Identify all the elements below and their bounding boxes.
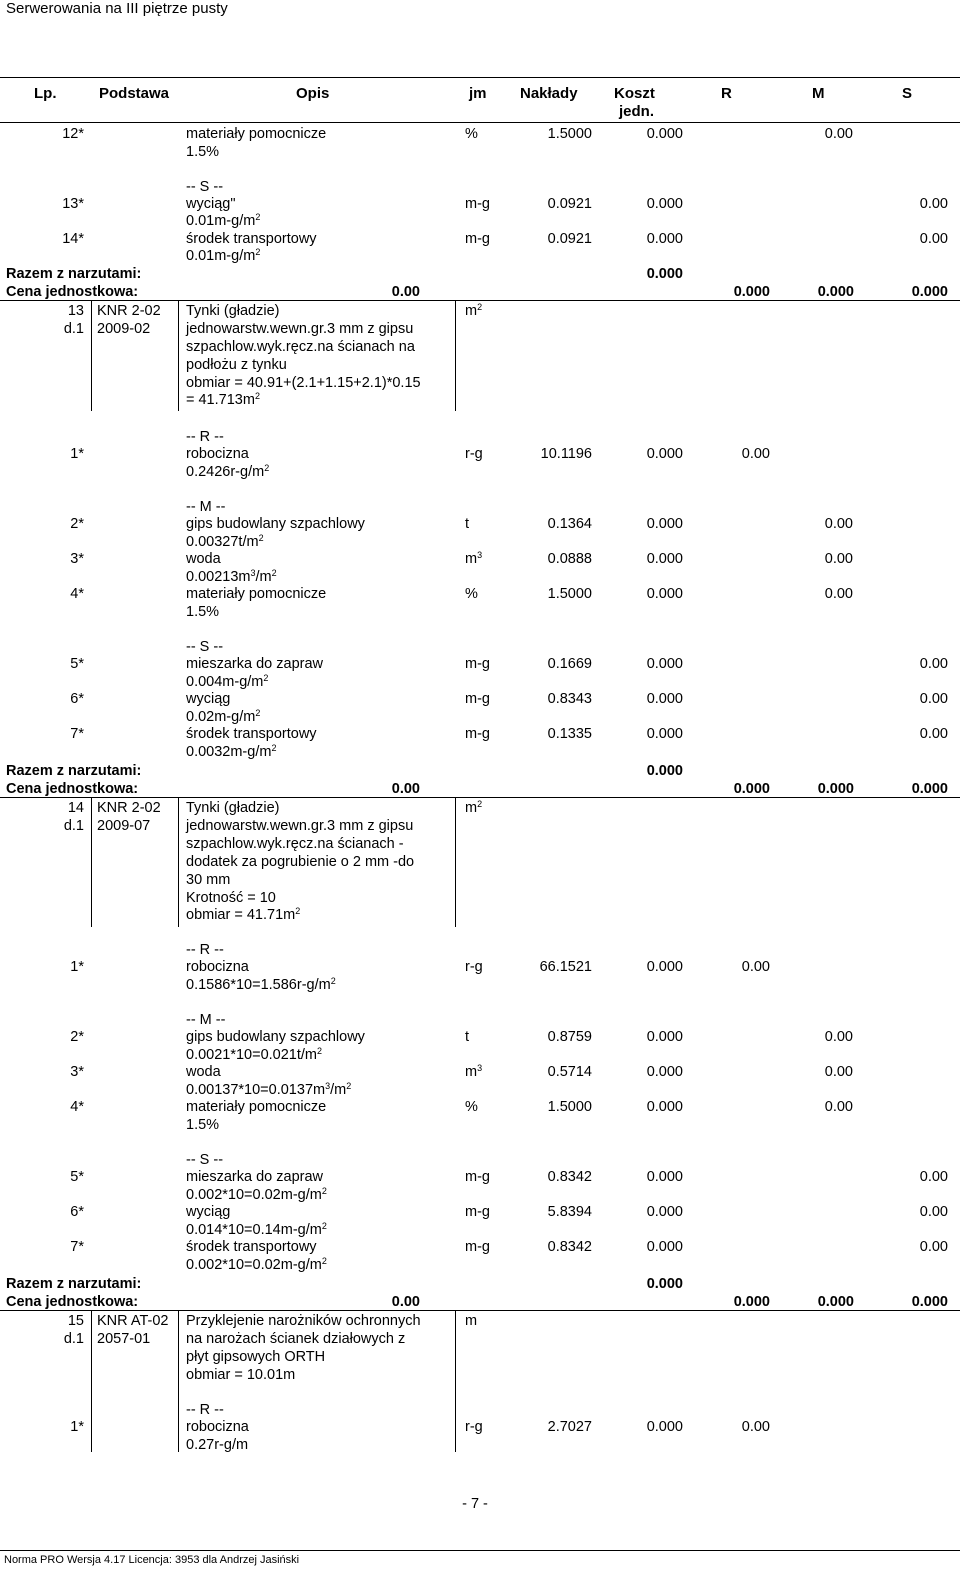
item-desc: wyciąg [186, 1204, 231, 1220]
item-cost: 0.000 [646, 231, 683, 247]
item-unit: % [465, 586, 478, 602]
group-header-r: -- R -- [186, 429, 224, 445]
col-divider [178, 300, 179, 411]
header-m: M [812, 85, 825, 102]
cena-s: 0.000 [911, 284, 948, 300]
cena-koszt: 0.000 [733, 781, 770, 797]
item-desc: mieszarka do zapraw [186, 656, 323, 672]
item-value: 0.00 [919, 231, 948, 247]
position-desc: szpachlow.wyk.ręcz.na ścianach na [186, 339, 415, 355]
item-desc: gips budowlany szpachlowy [186, 516, 365, 532]
position-desc: Przyklejenie narożników ochronnych [186, 1313, 421, 1329]
item-value: 0.00 [919, 691, 948, 707]
item-desc: wyciąg" [186, 196, 236, 212]
item-desc: materiały pomocnicze [186, 1099, 327, 1115]
footer-rule [0, 1550, 960, 1551]
item-lp: 2* [70, 516, 84, 532]
position-desc: jednowarstw.wewn.gr.3 mm z gipsu [186, 818, 414, 834]
cena-r: 0.00 [391, 781, 420, 797]
header-lp: Lp. [34, 85, 57, 102]
item-cost: 0.000 [646, 1169, 683, 1185]
col-divider [455, 300, 456, 411]
col-divider [178, 1310, 179, 1452]
item-unit: m-g [465, 1239, 490, 1255]
footer-software: Norma PRO Wersja 4.17 Licencja: 3953 dla Andrzej Jasiński [4, 1554, 300, 1566]
position-desc: na narożach ścianek działowych z [186, 1331, 406, 1347]
item-unit: m-g [465, 1204, 490, 1220]
item-unit: t [465, 516, 470, 532]
item-cost: 0.000 [646, 586, 683, 602]
position-number: 14 [67, 800, 84, 816]
position-desc: dodatek za pogrubienie o 2 mm -do [186, 854, 415, 870]
item-cost: 0.000 [646, 656, 683, 672]
col-divider [91, 797, 92, 927]
item-norm: $0.02m-g/m^2$ [186, 708, 261, 725]
razem-value: 0.000 [646, 266, 683, 282]
item-value: 0.00 [824, 1064, 853, 1080]
item-lp: 4* [70, 1099, 84, 1115]
position-desc: Tynki (gładzie) [186, 800, 280, 816]
item-desc: środek transportowy [186, 231, 317, 247]
group-header-s: -- S -- [186, 179, 224, 195]
item-quantity: 0.0888 [547, 551, 592, 567]
item-lp: 5* [70, 656, 84, 672]
item-desc: robocizna [186, 1419, 249, 1435]
item-quantity: 0.1335 [547, 726, 592, 742]
row-rule [0, 1310, 960, 1311]
item-desc: materiały pomocnicze [186, 126, 327, 142]
page-number: - 7 - [462, 1496, 488, 1512]
item-value: 0.00 [919, 1239, 948, 1255]
item-lp: 7* [70, 1239, 84, 1255]
item-unit: m-g [465, 196, 490, 212]
header-podstawa: Podstawa [99, 85, 170, 102]
item-lp: 1* [70, 446, 84, 462]
item-norm: $0.00137*10=0.0137m^3/m^2$ [186, 1081, 352, 1098]
razem-label: Razem z narzutami: [6, 266, 142, 282]
cena-label: Cena jednostkowa: [6, 781, 139, 797]
item-norm: $0.014*10=0.14m-g/m^2$ [186, 1221, 327, 1238]
header-rule [0, 122, 960, 123]
item-value: 0.00 [824, 1099, 853, 1115]
item-norm: 1.5% [186, 604, 220, 620]
item-lp: 4* [70, 586, 84, 602]
item-value: 0.00 [824, 1029, 853, 1045]
item-norm: $0.004m-g/m^2$ [186, 673, 269, 690]
header-s: S [902, 85, 913, 102]
item-norm: $0.002*10=0.02m-g/m^2$ [186, 1186, 327, 1203]
item-unit: % [465, 1099, 478, 1115]
position-basis: KNR 2-02 [97, 800, 161, 816]
item-unit: r-g [465, 446, 483, 462]
group-header-s: -- S -- [186, 639, 224, 655]
cena-r: 0.00 [391, 1294, 420, 1310]
position-number-sub: d.1 [63, 1331, 84, 1347]
group-header-s: -- S -- [186, 1152, 224, 1168]
item-lp: 3* [70, 551, 84, 567]
item-unit: m-g [465, 1169, 490, 1185]
position-desc: Krotność = 10 [186, 890, 276, 906]
cena-r: 0.00 [391, 284, 420, 300]
item-norm: 1.5% [186, 1117, 220, 1133]
col-divider [178, 797, 179, 927]
item-desc: robocizna [186, 446, 249, 462]
item-value: 0.00 [741, 959, 770, 975]
item-unit: $m^3$ [465, 1063, 483, 1080]
item-quantity: 0.8342 [547, 1169, 592, 1185]
item-quantity: 66.1521 [539, 959, 592, 975]
item-quantity: 1.5000 [547, 1099, 592, 1115]
item-unit: r-g [465, 1419, 483, 1435]
item-quantity: 0.1364 [547, 516, 592, 532]
item-value: 0.00 [824, 586, 853, 602]
position-desc: podłożu z tynku [186, 357, 287, 373]
item-cost: 0.000 [646, 551, 683, 567]
position-unit: m [465, 1313, 478, 1329]
item-value: 0.00 [919, 196, 948, 212]
cena-label: Cena jednostkowa: [6, 1294, 139, 1310]
razem-label: Razem z narzutami: [6, 1276, 142, 1292]
item-value: 0.00 [741, 1419, 770, 1435]
item-value: 0.00 [824, 551, 853, 567]
position-unit: $m^2$ [465, 302, 483, 319]
item-quantity: 0.0921 [547, 196, 592, 212]
razem-value: 0.000 [646, 1276, 683, 1292]
item-norm: 0.27r-g/m [186, 1437, 249, 1453]
item-quantity: 0.1669 [547, 656, 592, 672]
razem-label: Razem z narzutami: [6, 763, 142, 779]
position-number-sub: d.1 [63, 818, 84, 834]
cena-s: 0.000 [911, 781, 948, 797]
item-cost: 0.000 [646, 446, 683, 462]
razem-value: 0.000 [646, 763, 683, 779]
item-cost: 0.000 [646, 1419, 683, 1435]
item-norm: 1.5% [186, 144, 220, 160]
row-rule [0, 300, 960, 301]
item-quantity: 0.8343 [547, 691, 592, 707]
cena-m: 0.000 [817, 1294, 854, 1310]
item-cost: 0.000 [646, 1064, 683, 1080]
item-desc: robocizna [186, 959, 249, 975]
item-norm: $0.0032m-g/m^2$ [186, 743, 277, 760]
position-basis-code: 2009-02 [97, 321, 151, 337]
position-number: 13 [67, 303, 84, 319]
header-koszt: Koszt [614, 85, 655, 102]
cena-koszt: 0.000 [733, 284, 770, 300]
group-header-m: -- M -- [186, 1012, 226, 1028]
item-unit: m-g [465, 231, 490, 247]
top-rule [0, 77, 960, 78]
item-norm: $0.01m-g/m^2$ [186, 247, 261, 264]
item-lp: 12* [62, 126, 84, 142]
col-divider [455, 797, 456, 927]
position-number-sub: d.1 [63, 321, 84, 337]
item-norm: $0.01m-g/m^2$ [186, 212, 261, 229]
item-unit: t [465, 1029, 470, 1045]
item-desc: wyciąg [186, 691, 231, 707]
item-lp: 6* [70, 1204, 84, 1220]
item-cost: 0.000 [646, 959, 683, 975]
item-lp: 6* [70, 691, 84, 707]
position-basis: KNR AT-02 [97, 1313, 169, 1329]
window-title: Serwerowania na III piętrze pusty [6, 0, 228, 17]
item-lp: 1* [70, 1419, 84, 1435]
item-cost: 0.000 [646, 516, 683, 532]
header-naklady: Nakłady [520, 85, 578, 102]
item-quantity: 5.8394 [547, 1204, 592, 1220]
position-desc: = $41.713m^2$ [186, 391, 260, 408]
item-lp: 5* [70, 1169, 84, 1185]
position-number: 15 [67, 1313, 84, 1329]
item-quantity: 0.8759 [547, 1029, 592, 1045]
item-desc: gips budowlany szpachlowy [186, 1029, 365, 1045]
item-norm: $0.002*10=0.02m-g/m^2$ [186, 1256, 327, 1273]
item-quantity: 0.5714 [547, 1064, 592, 1080]
position-basis: KNR 2-02 [97, 303, 161, 319]
item-quantity: 10.1196 [540, 446, 592, 462]
position-unit: $m^2$ [465, 799, 483, 816]
item-value: 0.00 [824, 126, 853, 142]
item-cost: 0.000 [646, 126, 683, 142]
group-header-m: -- M -- [186, 499, 226, 515]
cena-label: Cena jednostkowa: [6, 284, 139, 300]
header-jm: jm [469, 85, 487, 102]
item-value: 0.00 [919, 1204, 948, 1220]
item-cost: 0.000 [646, 196, 683, 212]
item-unit: m-g [465, 726, 490, 742]
item-lp: 1* [70, 959, 84, 975]
item-quantity: 2.7027 [547, 1419, 592, 1435]
item-desc: mieszarka do zapraw [186, 1169, 323, 1185]
item-value: 0.00 [919, 1169, 948, 1185]
item-norm: $0.2426r-g/m^2$ [186, 463, 270, 480]
item-norm: $0.0021*10=0.021t/m^2$ [186, 1046, 323, 1063]
position-basis-code: 2057-01 [97, 1331, 151, 1347]
position-desc: obmiar = 10.01m [186, 1367, 296, 1383]
cena-koszt: 0.000 [733, 1294, 770, 1310]
item-desc: woda [186, 1064, 221, 1080]
item-unit: $m^3$ [465, 550, 483, 567]
item-lp: 7* [70, 726, 84, 742]
item-cost: 0.000 [646, 1204, 683, 1220]
header-koszt-unit: jedn. [619, 103, 655, 120]
item-quantity: 1.5000 [547, 126, 592, 142]
item-cost: 0.000 [646, 1029, 683, 1045]
item-unit: m-g [465, 656, 490, 672]
col-divider [455, 1310, 456, 1452]
item-desc: środek transportowy [186, 1239, 317, 1255]
cena-m: 0.000 [817, 781, 854, 797]
position-basis-code: 2009-07 [97, 818, 151, 834]
item-value: 0.00 [919, 726, 948, 742]
item-value: 0.00 [919, 656, 948, 672]
group-header-r: -- R -- [186, 942, 224, 958]
item-cost: 0.000 [646, 1239, 683, 1255]
position-desc: obmiar = $41.71m^2$ [186, 906, 301, 923]
item-desc: woda [186, 551, 221, 567]
row-rule [0, 797, 960, 798]
item-lp: 13* [62, 196, 84, 212]
item-cost: 0.000 [646, 726, 683, 742]
item-norm: $0.00327t/m^2$ [186, 533, 264, 550]
cena-m: 0.000 [817, 284, 854, 300]
item-lp: 2* [70, 1029, 84, 1045]
item-quantity: 0.0921 [547, 231, 592, 247]
position-desc: obmiar = 40.91+(2.1+1.15+2.1)*0.15 [186, 375, 421, 391]
item-quantity: 1.5000 [547, 586, 592, 602]
item-norm: $0.1586*10=1.586r-g/m^2$ [186, 976, 336, 993]
item-lp: 14* [62, 231, 84, 247]
cena-s: 0.000 [911, 1294, 948, 1310]
position-desc: Tynki (gładzie) [186, 303, 280, 319]
item-lp: 3* [70, 1064, 84, 1080]
item-cost: 0.000 [646, 1099, 683, 1115]
item-cost: 0.000 [646, 691, 683, 707]
position-desc: 30 mm [186, 872, 231, 888]
col-divider [91, 300, 92, 411]
item-desc: materiały pomocnicze [186, 586, 327, 602]
item-unit: % [465, 126, 478, 142]
item-value: 0.00 [741, 446, 770, 462]
item-quantity: 0.8342 [547, 1239, 592, 1255]
item-norm: $0.00213m^3/m^2$ [186, 568, 277, 585]
header-opis: Opis [296, 85, 330, 102]
item-unit: m-g [465, 691, 490, 707]
position-desc: jednowarstw.wewn.gr.3 mm z gipsu [186, 321, 414, 337]
col-divider [91, 1310, 92, 1452]
header-r: R [721, 85, 732, 102]
group-header-r: -- R -- [186, 1402, 224, 1418]
position-desc: płyt gipsowych ORTH [186, 1349, 326, 1365]
item-value: 0.00 [824, 516, 853, 532]
item-unit: r-g [465, 959, 483, 975]
item-desc: środek transportowy [186, 726, 317, 742]
position-desc: szpachlow.wyk.ręcz.na ścianach - [186, 836, 404, 852]
